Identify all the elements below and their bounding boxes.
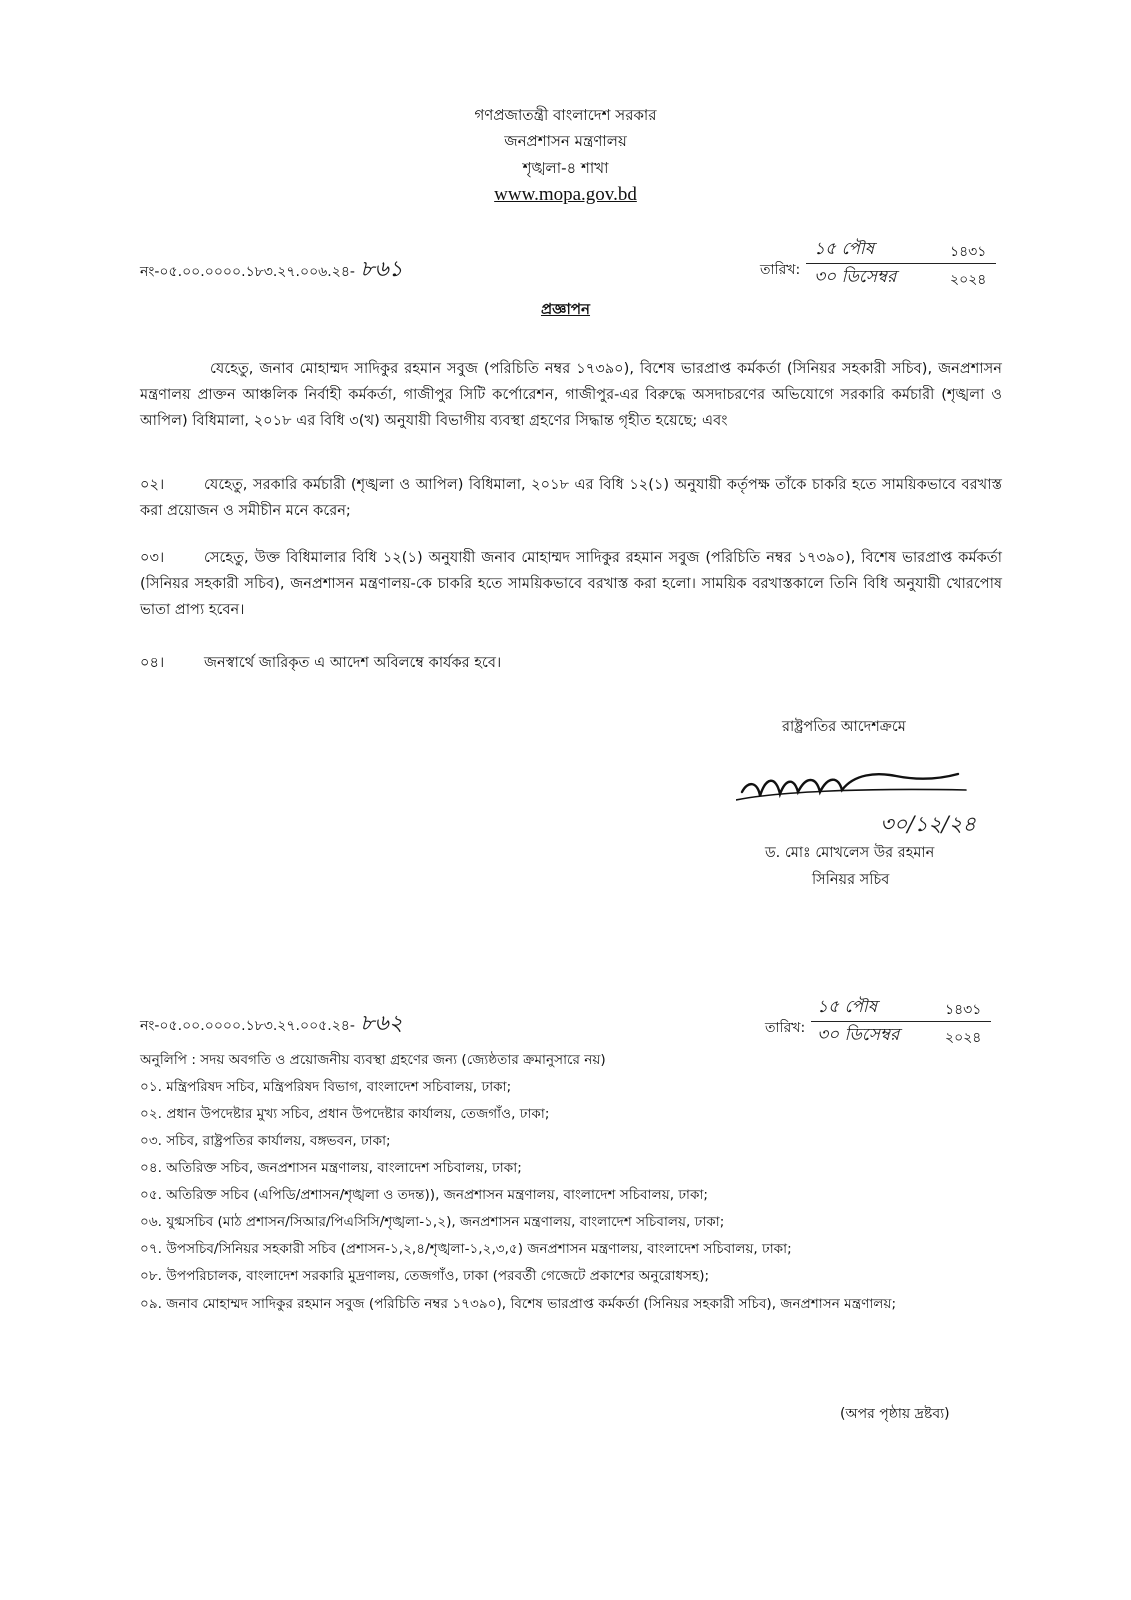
header-branch: শৃঙ্খলা-৪ শাখা xyxy=(522,159,609,177)
header-ministry: জনপ্রশাসন মন্ত্রণালয় xyxy=(504,132,627,150)
list-item: ০৬. যুগ্মসচিব (মাঠ প্রশাসন/সিআর/পিএসিসি/শৃঙ্খলা-১,২), জনপ্রশাসন মন্ত্রণালয়, বাংলাদেশ সচিবালয়, ঢাকা; xyxy=(140,1214,725,1230)
signature-date-handwritten: ৩০/১২/২৪ xyxy=(880,812,977,836)
list-item: ০৭. উপসচিব/সিনিয়র সহকারী সচিব (প্রশাসন-১,২,৪/শৃঙ্খলা-১,২,৩,৫) জনপ্রশাসন মন্ত্রণালয়, বাংলাদেশ সচিবালয়, ঢাকা; xyxy=(140,1241,792,1257)
date-block-2 xyxy=(765,994,1005,1050)
memo-serial-handwritten-2: ৮৬২ xyxy=(360,1011,403,1036)
date-bangla-year-2: ১৪৩১ xyxy=(945,1002,982,1018)
by-order-of-president: রাষ্ট্রপতির আদেশক্রমে xyxy=(782,719,906,735)
paragraph-2-number: ০২। xyxy=(140,476,165,493)
date-bangla-handwritten-2: ১৫ পৌষ xyxy=(817,997,878,1017)
paragraph-4-number: ০৪। xyxy=(140,654,165,671)
paragraph-2-text: যেহেতু, সরকারি কর্মচারী (শৃঙ্খলা ও আপিল) বিধিমালা, ২০১৮ এর বিধি ১২(১) অনুযায়ী কর্তৃপক্ষ তাঁকে চাকরি হতে সাময়িকভাবে বরখাস্ত করা প্রয়োজন ও সমীচীন মনে করেন; xyxy=(140,476,1002,519)
signatory-designation: সিনিয়র সচিব xyxy=(812,872,890,888)
list-item: ০২. প্রধান উপদেষ্টার মুখ্য সচিব, প্রধান উপদেষ্টার কার্যালয়, তেজগাঁও, ঢাকা; xyxy=(140,1106,550,1122)
date-bangla-year: ১৪৩১ xyxy=(950,244,987,260)
memo-serial-handwritten: ৮৬১ xyxy=(360,257,403,282)
date-label-2: তারিখ: xyxy=(765,1020,806,1036)
paragraph-1 xyxy=(140,356,1002,434)
header-government: গণপ্রজাতন্ত্রী বাংলাদেশ সরকার xyxy=(474,106,657,124)
date-greg-handwritten-2: ৩০ ডিসেম্বর xyxy=(817,1025,900,1045)
list-item: ০১. মন্ত্রিপরিষদ সচিব, মন্ত্রিপরিষদ বিভাগ, বাংলাদেশ সচিবালয়, ঢাকা; xyxy=(140,1079,512,1095)
date-label: তারিখ: xyxy=(760,262,801,278)
date-bangla-handwritten: ১৫ পৌষ xyxy=(814,239,875,259)
copies-intro: অনুলিপি : সদয় অবগতি ও প্রয়োজনীয় ব্যবস্থা গ্রহণের জন্য (জ্যেষ্ঠতার ক্রমানুসারে নয়) xyxy=(140,1052,606,1068)
list-item: ০৩. সচিব, রাষ্ট্রপতির কার্যালয়, বঙ্গভবন, ঢাকা; xyxy=(140,1133,391,1149)
memo-number: নং-০৫.০০.০০০০.১৮৩.২৭.০০৬.২৪- xyxy=(140,264,355,280)
memo-number-block-2 xyxy=(140,1006,403,1043)
paragraph-3-text: সেহেতু, উক্ত বিধিমালার বিধি ১২(১) অনুযায়ী জনাব মোহাম্মদ সাদিকুর রহমান সবুজ (পরিচিতি নম্বর ১৭৩৯০), বিশেষ ভারপ্রাপ্ত কর্মকর্তা (সিনিয়র সহকারী সচিব), জনপ্রশাসন মন্ত্রণালয়-কে চাকরি হতে সাময়িকভাবে বরখাস্ত করা হলো। সাময়িক বরখাস্তকালে তিনি বিধি অনুযায়ী খোরপোষ ভাতা প্রাপ্য হবেন। xyxy=(140,549,1002,618)
list-item: ০৫. অতিরিক্ত সচিব (এপিডি/প্রশাসন/শৃঙ্খলা ও তদন্ত)), জনপ্রশাসন মন্ত্রণালয়, বাংলাদেশ সচিবালয়, ঢাকা; xyxy=(140,1187,709,1203)
list-item: ০৪. অতিরিক্ত সচিব, জনপ্রশাসন মন্ত্রণালয়, বাংলাদেশ সচিবালয়, ঢাকা; xyxy=(140,1160,522,1176)
paragraph-2 xyxy=(140,472,1002,524)
memo-number-block xyxy=(140,252,403,289)
paragraph-4-text: জনস্বার্থে জারিকৃত এ আদেশ অবিলম্বে কার্যকর হবে। xyxy=(204,654,502,671)
document-title: প্রজ্ঞাপন xyxy=(540,300,591,318)
date-greg-handwritten: ৩০ ডিসেম্বর xyxy=(814,267,897,287)
paragraph-3 xyxy=(140,545,1002,623)
copies-block xyxy=(140,1047,1000,1316)
date-greg-year: ২০২৪ xyxy=(950,272,987,288)
memo-number-2: নং-০৫.০০.০০০০.১৮৩.২৭.০০৫.২৪- xyxy=(140,1018,355,1034)
paragraph-1-text: যেহেতু, জনাব মোহাম্মদ সাদিকুর রহমান সবুজ (পরিচিতি নম্বর ১৭৩৯০), বিশেষ ভারপ্রাপ্ত কর্মকর্তা (সিনিয়র সহকারী সচিব), জনপ্রশাসন মন্ত্রণালয় প্রাক্তন আঞ্চলিক নির্বাহী কর্মকর্তা, গাজীপুর সিটি কর্পোরেশন, গাজীপুর-এর বিরুদ্ধে অসদাচরণের অভিযোগে সরকারি কর্মচারী (শৃঙ্খলা ও আপিল) বিধিমালা, ২০১৮ এর বিধি ৩(খ) অনুযায়ী বিভাগীয় ব্যবস্থা গ্রহণের সিদ্ধান্ত গৃহীত হয়েছে; এবং xyxy=(140,360,1002,429)
paragraph-3-number: ০৩। xyxy=(140,549,165,566)
signatory-name: ড. মোঃ মোখলেস উর রহমান xyxy=(765,845,935,861)
paragraph-4 xyxy=(140,650,1002,676)
see-overleaf-note: (অপর পৃষ্ঠায় দ্রষ্টব্য) xyxy=(840,1406,950,1422)
list-item: ০৮. উপপরিচালক, বাংলাদেশ সরকারি মুদ্রণালয়, তেজগাঁও, ঢাকা (পরবর্তী গেজেটে প্রকাশের অনুরোধসহ); xyxy=(140,1268,710,1284)
header-url-link[interactable]: www.mopa.gov.bd xyxy=(494,184,637,205)
date-block xyxy=(760,236,1000,292)
date-greg-year-2: ২০২৪ xyxy=(945,1030,982,1046)
list-item: ০৯. জনাব মোহাম্মদ সাদিকুর রহমান সবুজ (পরিচিতি নম্বর ১৭৩৯০), বিশেষ ভারপ্রাপ্ত কর্মকর্তা (সিনিয়র সহকারী সচিব), জনপ্রশাসন মন্ত্রণালয়; xyxy=(140,1296,897,1312)
